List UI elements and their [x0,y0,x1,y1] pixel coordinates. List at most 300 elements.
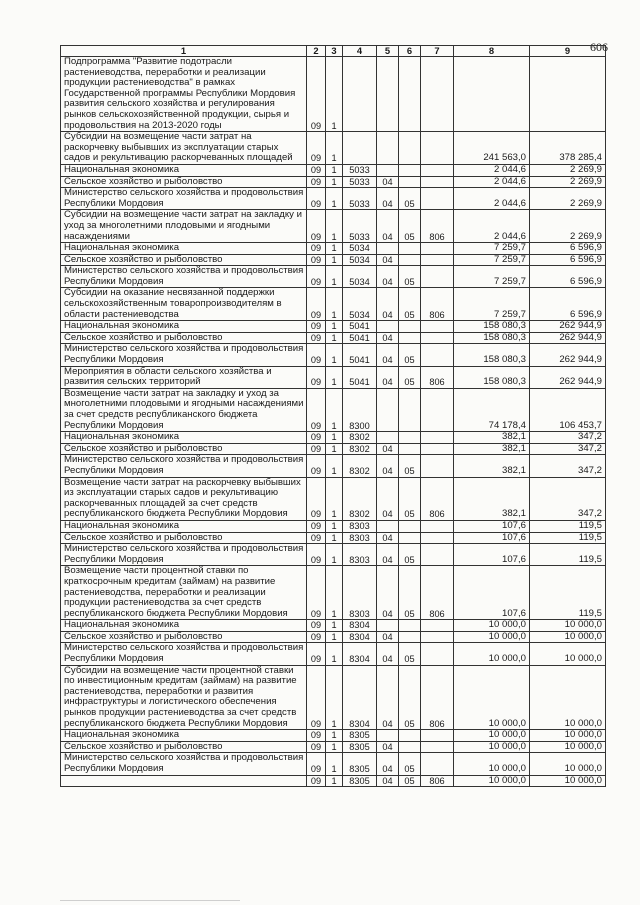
row-c5-cell: 04 [377,210,399,243]
row-c2-cell: 09 [307,388,326,431]
table-row [61,631,606,643]
row-c6-cell [399,741,421,753]
row-c8-cell: 382,1 [454,432,530,444]
budget-table-container [60,45,606,787]
row-c3-cell: 1 [326,332,343,344]
row-c2-cell: 09 [307,210,326,243]
row-c3-cell: 1 [326,566,343,620]
row-c2-cell: 09 [307,477,326,520]
row-c5-cell [377,620,399,632]
row-c3-cell: 1 [326,643,343,665]
row-c6-cell: 05 [399,566,421,620]
row-c9-cell: 10 000,0 [530,753,606,775]
row-c4-cell: 8302 [343,455,377,477]
row-c2-cell: 09 [307,254,326,266]
row-name-cell: Сельское хозяйство и рыболовство [61,443,307,455]
row-c9-cell: 2 269,9 [530,210,606,243]
row-c9-cell: 2 269,9 [530,176,606,188]
row-c3-cell: 1 [326,455,343,477]
row-c3-cell: 1 [326,544,343,566]
row-c2-cell: 09 [307,520,326,532]
row-name-cell: Национальная экономика [61,432,307,444]
row-c3-cell: 1 [326,164,343,176]
header-col-4: 4 [343,46,377,57]
row-c8-cell: 158 080,3 [454,366,530,388]
row-c8-cell: 158 080,3 [454,332,530,344]
header-col-9: 9 [530,46,606,57]
row-c5-cell: 04 [377,266,399,288]
row-c5-cell [377,388,399,431]
header-col-3: 3 [326,46,343,57]
table-row [61,210,606,243]
row-c9-cell: 10 000,0 [530,730,606,742]
row-c4-cell: 5041 [343,321,377,333]
row-c4-cell: 8305 [343,775,377,787]
row-c4-cell: 8303 [343,520,377,532]
row-c8-cell: 158 080,3 [454,344,530,366]
row-c5-cell: 04 [377,775,399,787]
row-c3-cell: 1 [326,210,343,243]
row-c5-cell: 04 [377,254,399,266]
row-c5-cell: 04 [377,366,399,388]
row-c7-cell [421,344,454,366]
row-c5-cell: 04 [377,288,399,321]
table-row [61,176,606,188]
row-c4-cell: 5034 [343,266,377,288]
row-c8-cell: 2 044,6 [454,176,530,188]
row-c4-cell: 5033 [343,188,377,210]
row-c9-cell: 6 596,9 [530,288,606,321]
row-c8-cell: 2 044,6 [454,188,530,210]
row-c8-cell: 158 080,3 [454,321,530,333]
row-c4-cell: 5041 [343,332,377,344]
row-c2-cell: 09 [307,544,326,566]
row-c4-cell: 8305 [343,741,377,753]
row-c4-cell: 5041 [343,366,377,388]
row-c3-cell: 1 [326,132,343,165]
row-c4-cell: 8303 [343,532,377,544]
row-c9-cell: 6 596,9 [530,243,606,255]
row-c4-cell: 5033 [343,164,377,176]
row-c6-cell [399,443,421,455]
row-c4-cell: 5034 [343,243,377,255]
row-c5-cell [377,432,399,444]
row-c5-cell [377,132,399,165]
row-c9-cell [530,57,606,132]
row-c8-cell: 2 044,6 [454,210,530,243]
row-c4-cell: 5033 [343,210,377,243]
row-c3-cell: 1 [326,532,343,544]
row-name-cell: Возмещение части затрат на закладку и уход за многолетними плодовыми и ягодными насаждениями за счет средств республиканского бюджета Республики Мордовия [61,388,307,431]
row-c7-cell [421,631,454,643]
row-c5-cell: 04 [377,532,399,544]
row-c6-cell [399,176,421,188]
row-name-cell: Возмещение части затрат на раскорчевку выбывших из эксплуатации старых садов и рекультивацию раскорчеванных площадей за счет средств республиканского бюджета Республики Мордовия [61,477,307,520]
row-c6-cell: 05 [399,266,421,288]
row-c9-cell: 347,2 [530,455,606,477]
row-c2-cell: 09 [307,57,326,132]
row-c4-cell: 8304 [343,631,377,643]
row-c3-cell: 1 [326,477,343,520]
header-col-8: 8 [454,46,530,57]
row-c9-cell: 119,5 [530,532,606,544]
row-c5-cell: 04 [377,176,399,188]
row-c9-cell: 10 000,0 [530,620,606,632]
row-c4-cell [343,57,377,132]
row-c8-cell: 10 000,0 [454,730,530,742]
row-c8-cell: 10 000,0 [454,741,530,753]
row-name-cell: Национальная экономика [61,321,307,333]
row-c8-cell: 2 044,6 [454,164,530,176]
row-c2-cell: 09 [307,188,326,210]
row-name-cell: Министерство сельского хозяйства и продовольствия Республики Мордовия [61,455,307,477]
row-c7-cell [421,730,454,742]
row-c2-cell: 09 [307,665,326,730]
row-name-cell: Министерство сельского хозяйства и продовольствия Республики Мордовия [61,344,307,366]
row-c3-cell: 1 [326,243,343,255]
row-c8-cell: 10 000,0 [454,620,530,632]
row-c7-cell [421,741,454,753]
row-c6-cell: 05 [399,477,421,520]
row-name-cell: Сельское хозяйство и рыболовство [61,631,307,643]
header-col-6: 6 [399,46,421,57]
row-c9-cell: 262 944,9 [530,321,606,333]
row-c2-cell: 09 [307,753,326,775]
row-name-cell: Национальная экономика [61,730,307,742]
row-c3-cell: 1 [326,321,343,333]
row-name-cell: Национальная экономика [61,620,307,632]
row-c6-cell: 05 [399,643,421,665]
header-col-5: 5 [377,46,399,57]
row-c4-cell: 5034 [343,288,377,321]
row-c8-cell: 107,6 [454,544,530,566]
row-name-cell: Национальная экономика [61,164,307,176]
row-c5-cell [377,520,399,532]
row-c6-cell [399,243,421,255]
row-c5-cell [377,730,399,742]
table-row [61,288,606,321]
row-c5-cell: 04 [377,665,399,730]
row-c7-cell [421,332,454,344]
row-name-cell: Сельское хозяйство и рыболовство [61,176,307,188]
row-c4-cell: 8302 [343,477,377,520]
row-c7-cell [421,57,454,132]
row-c8-cell: 10 000,0 [454,665,530,730]
row-c9-cell: 119,5 [530,520,606,532]
row-c5-cell: 04 [377,566,399,620]
table-row [61,321,606,333]
row-name-cell: Национальная экономика [61,520,307,532]
row-c5-cell: 04 [377,741,399,753]
bottom-divider [60,900,240,901]
row-c7-cell [421,254,454,266]
row-c4-cell: 8302 [343,432,377,444]
table-row [61,388,606,431]
row-c9-cell: 347,2 [530,443,606,455]
row-c3-cell: 1 [326,388,343,431]
page-number: 606 [590,40,608,54]
row-c6-cell [399,321,421,333]
row-c5-cell: 04 [377,443,399,455]
row-c8-cell: 107,6 [454,566,530,620]
row-c7-cell [421,443,454,455]
row-c2-cell: 09 [307,132,326,165]
row-c2-cell: 09 [307,288,326,321]
row-c2-cell: 09 [307,775,326,787]
row-c7-cell [421,753,454,775]
table-row [61,544,606,566]
row-c3-cell: 1 [326,753,343,775]
row-c7-cell [421,620,454,632]
row-c6-cell: 05 [399,665,421,730]
row-name-cell: Национальная экономика [61,243,307,255]
row-c6-cell: 05 [399,775,421,787]
row-c4-cell: 8303 [343,544,377,566]
row-c6-cell [399,730,421,742]
row-c8-cell: 107,6 [454,532,530,544]
row-c6-cell [399,432,421,444]
row-name-cell [61,775,307,787]
row-c7-cell [421,164,454,176]
row-c5-cell: 04 [377,631,399,643]
row-c2-cell: 09 [307,566,326,620]
row-c8-cell [454,57,530,132]
row-c5-cell [377,243,399,255]
row-c3-cell: 1 [326,188,343,210]
row-c2-cell: 09 [307,432,326,444]
table-row [61,254,606,266]
row-c9-cell: 10 000,0 [530,643,606,665]
row-c2-cell: 09 [307,332,326,344]
row-c7-cell [421,455,454,477]
table-row [61,741,606,753]
row-c9-cell: 262 944,9 [530,332,606,344]
row-c5-cell: 04 [377,344,399,366]
row-c2-cell: 09 [307,243,326,255]
row-c2-cell: 09 [307,631,326,643]
row-c8-cell: 107,6 [454,520,530,532]
row-c7-cell [421,321,454,333]
row-c7-cell [421,176,454,188]
row-c8-cell: 10 000,0 [454,631,530,643]
row-c9-cell: 10 000,0 [530,775,606,787]
row-c4-cell: 8304 [343,643,377,665]
row-c3-cell: 1 [326,344,343,366]
row-c3-cell: 1 [326,620,343,632]
row-c8-cell: 10 000,0 [454,753,530,775]
row-c8-cell: 7 259,7 [454,243,530,255]
row-c3-cell: 1 [326,775,343,787]
row-c6-cell: 05 [399,288,421,321]
row-name-cell: Субсидии на возмещение части затрат на раскорчевку выбывших из эксплуатации старых садов и рекультивацию раскорчеванных площадей [61,132,307,165]
row-c5-cell: 04 [377,332,399,344]
row-c2-cell: 09 [307,741,326,753]
row-c7-cell: 806 [421,477,454,520]
table-row [61,344,606,366]
row-c6-cell [399,164,421,176]
row-c9-cell: 347,2 [530,477,606,520]
table-row [61,164,606,176]
row-c5-cell [377,57,399,132]
row-c5-cell: 04 [377,455,399,477]
table-row [61,443,606,455]
row-c4-cell: 8304 [343,620,377,632]
header-col-2: 2 [307,46,326,57]
row-c3-cell: 1 [326,254,343,266]
row-c7-cell [421,132,454,165]
table-row [61,730,606,742]
table-row [61,266,606,288]
header-col-1: 1 [61,46,307,57]
row-c8-cell: 10 000,0 [454,775,530,787]
row-c5-cell [377,164,399,176]
row-name-cell: Сельское хозяйство и рыболовство [61,741,307,753]
row-c6-cell [399,388,421,431]
row-name-cell: Сельское хозяйство и рыболовство [61,332,307,344]
row-name-cell: Субсидии на возмещение части процентной ставки по инвестиционным кредитам (займам) на развитие растениеводства, переработки и развития инфраструктуры и логистического обеспечения рынков продукции растениеводства за счет средств республиканского бюджета Республики Мордовия [61,665,307,730]
row-c8-cell: 241 563,0 [454,132,530,165]
row-c3-cell: 1 [326,631,343,643]
row-c2-cell: 09 [307,620,326,632]
row-c5-cell: 04 [377,753,399,775]
row-c2-cell: 09 [307,366,326,388]
table-body [61,57,606,787]
table-row [61,532,606,544]
table-row [61,753,606,775]
row-c5-cell: 04 [377,643,399,665]
row-c2-cell: 09 [307,532,326,544]
row-c6-cell [399,57,421,132]
table-row [61,455,606,477]
row-c4-cell: 8303 [343,566,377,620]
row-c7-cell [421,432,454,444]
row-c2-cell: 09 [307,164,326,176]
row-c9-cell: 119,5 [530,566,606,620]
row-c9-cell: 347,2 [530,432,606,444]
row-c9-cell: 6 596,9 [530,254,606,266]
row-c3-cell: 1 [326,520,343,532]
row-c3-cell: 1 [326,288,343,321]
row-c4-cell: 5033 [343,176,377,188]
row-name-cell: Министерство сельского хозяйства и продовольствия Республики Мордовия [61,266,307,288]
row-c8-cell: 382,1 [454,443,530,455]
row-c8-cell: 74 178,4 [454,388,530,431]
row-c8-cell: 7 259,7 [454,288,530,321]
row-c2-cell: 09 [307,443,326,455]
row-c7-cell [421,520,454,532]
row-c3-cell: 1 [326,741,343,753]
row-c4-cell: 8302 [343,443,377,455]
row-c3-cell: 1 [326,366,343,388]
row-name-cell: Субсидии на оказание несвязанной поддержки сельскохозяйственным товаропроизводителям в области растениеводства [61,288,307,321]
row-c7-cell [421,544,454,566]
table-row [61,366,606,388]
row-c7-cell [421,266,454,288]
row-c9-cell: 262 944,9 [530,344,606,366]
row-c3-cell: 1 [326,57,343,132]
row-c8-cell: 382,1 [454,477,530,520]
table-row [61,665,606,730]
row-c6-cell [399,332,421,344]
row-c2-cell: 09 [307,455,326,477]
row-name-cell: Министерство сельского хозяйства и продовольствия Республики Мордовия [61,643,307,665]
row-c5-cell: 04 [377,188,399,210]
row-c4-cell: 8304 [343,665,377,730]
row-name-cell: Министерство сельского хозяйства и продовольствия Республики Мордовия [61,188,307,210]
row-name-cell: Субсидии на возмещение части затрат на закладку и уход за многолетними плодовыми и ягодными насаждениями [61,210,307,243]
row-c2-cell: 09 [307,176,326,188]
row-c6-cell: 05 [399,753,421,775]
row-c9-cell: 106 453,7 [530,388,606,431]
row-c3-cell: 1 [326,266,343,288]
row-c5-cell [377,321,399,333]
row-c7-cell [421,243,454,255]
row-name-cell: Сельское хозяйство и рыболовство [61,254,307,266]
row-c9-cell: 10 000,0 [530,741,606,753]
table-row [61,520,606,532]
row-c2-cell: 09 [307,643,326,665]
row-c4-cell: 8300 [343,388,377,431]
table-row [61,132,606,165]
row-c9-cell: 10 000,0 [530,631,606,643]
row-name-cell: Сельское хозяйство и рыболовство [61,532,307,544]
row-c7-cell: 806 [421,366,454,388]
row-name-cell: Министерство сельского хозяйства и продовольствия Республики Мордовия [61,544,307,566]
row-c6-cell [399,132,421,165]
row-c4-cell: 8305 [343,753,377,775]
row-c2-cell: 09 [307,344,326,366]
row-c3-cell: 1 [326,432,343,444]
row-c9-cell: 2 269,9 [530,188,606,210]
row-c6-cell [399,631,421,643]
row-c6-cell: 05 [399,210,421,243]
row-c8-cell: 7 259,7 [454,266,530,288]
row-c7-cell: 806 [421,288,454,321]
row-name-cell: Возмещение части процентной ставки по краткосрочным кредитам (займам) на развитие растениеводства, переработки и реализации продукции растениеводства за счет средств республиканского бюджета Республики Мордовия [61,566,307,620]
table-row [61,57,606,132]
table-row [61,477,606,520]
row-c4-cell: 5041 [343,344,377,366]
table-row [61,332,606,344]
table-row [61,643,606,665]
row-c7-cell [421,532,454,544]
row-c7-cell: 806 [421,665,454,730]
row-c6-cell [399,254,421,266]
row-c6-cell: 05 [399,455,421,477]
row-c4-cell [343,132,377,165]
row-c8-cell: 382,1 [454,455,530,477]
row-c6-cell [399,532,421,544]
row-c7-cell: 806 [421,210,454,243]
row-c9-cell: 262 944,9 [530,366,606,388]
row-c8-cell: 7 259,7 [454,254,530,266]
table-row [61,620,606,632]
row-c7-cell [421,188,454,210]
header-row [61,46,606,57]
row-c7-cell [421,388,454,431]
table-row [61,243,606,255]
row-c6-cell: 05 [399,188,421,210]
table-row [61,188,606,210]
row-c8-cell: 10 000,0 [454,643,530,665]
row-c2-cell: 09 [307,266,326,288]
row-c6-cell: 05 [399,344,421,366]
row-c4-cell: 8305 [343,730,377,742]
budget-table [60,45,606,787]
header-col-7: 7 [421,46,454,57]
row-c7-cell [421,643,454,665]
row-c3-cell: 1 [326,443,343,455]
